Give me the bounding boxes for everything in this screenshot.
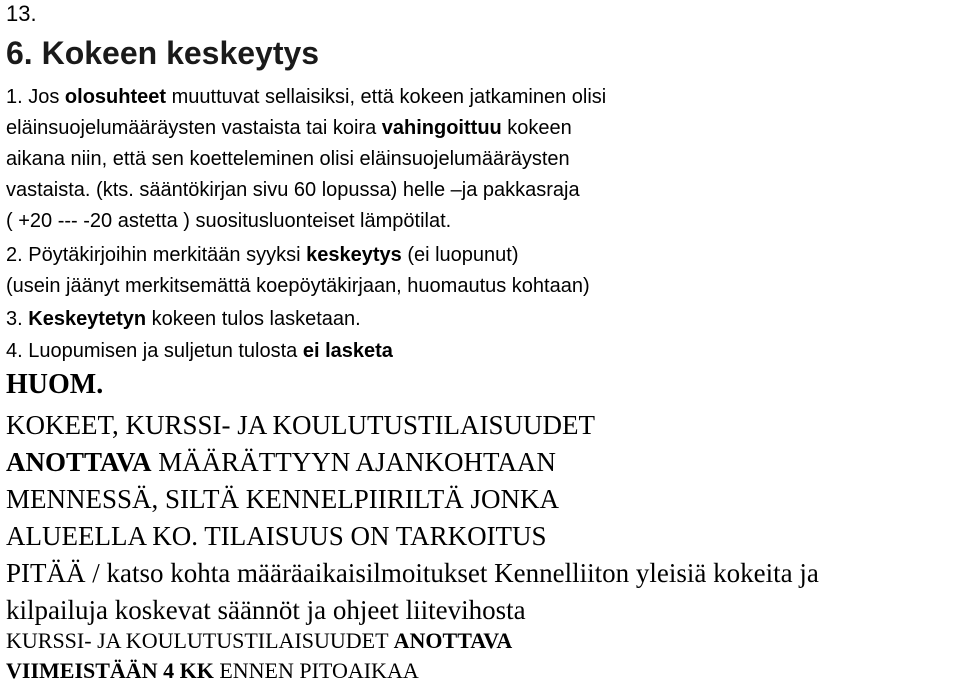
text-segment: kokeen tulos lasketaan. [146, 308, 361, 330]
bold-term: keskeytys [306, 244, 402, 266]
huom-heading: HUOM. [6, 369, 104, 400]
text-segment: 3. [6, 308, 29, 330]
bold-term: VIIMEISTÄÄN 4 KK [6, 658, 214, 683]
text-segment: 2. Pöytäkirjoihin merkitään syyksi [6, 244, 307, 266]
text-segment: ENNEN PITOAIKAA [213, 658, 419, 683]
item-1-line-3: aikana niin, että sen koetteleminen olisi eläinsuojelumääräysten [6, 148, 570, 170]
bold-term: ANOTTAVA [393, 628, 513, 653]
text-segment: (ei luopunut) [401, 244, 519, 266]
item-1-line-5: ( +20 --- -20 astetta ) suositusluonteiset lämpötilat. [6, 210, 452, 232]
huom-line-3: MENNESSÄ, SILTÄ KENNELPIIRILTÄ JONKA [6, 484, 560, 514]
text-segment: eläinsuojelumääräysten vastaista tai koira [6, 117, 382, 139]
item-1-line-4: vastaista. (kts. sääntökirjan sivu 60 lopussa) helle –ja pakkasraja [6, 179, 580, 201]
text-segment: KURSSI- JA KOULUTUSTILAISUUDET [6, 628, 394, 653]
page-number: 13. [6, 1, 37, 26]
huom-line-7 [6, 626, 512, 656]
text-segment: 1. Jos [6, 86, 65, 108]
bold-term: ANOTTAVA [6, 447, 152, 477]
huom-line-4: ALUEELLA KO. TILAISUUS ON TARKOITUS [6, 521, 547, 551]
huom-line-6: kilpailuja koskevat säännöt ja ohjeet liitevihosta [6, 595, 526, 625]
bold-term: Keskeytetyn [28, 308, 147, 330]
text-segment: kokeen [501, 117, 572, 139]
huom-line-1: KOKEET, KURSSI- JA KOULUTUSTILAISUUDET [6, 410, 595, 440]
item-1-line-1 [6, 82, 606, 112]
item-2-line-2: (usein jäänyt merkitsemättä koepöytäkirjaan, huomautus kohtaan) [6, 275, 590, 297]
huom-line-2 [6, 445, 556, 479]
item-3 [6, 304, 361, 334]
bold-term: vahingoittuu [381, 117, 502, 139]
huom-line-8 [6, 656, 419, 686]
text-segment: MÄÄRÄTTYYN AJANKOHTAAN [151, 447, 556, 477]
bold-term: ei lasketa [302, 340, 393, 362]
bold-term: olosuhteet [64, 86, 167, 108]
item-1-line-2 [6, 113, 572, 143]
item-2-line-1 [6, 240, 519, 270]
huom-line-5: PITÄÄ / katso kohta määräaikaisilmoitukset Kennelliiton yleisiä kokeita ja [6, 558, 819, 588]
item-4 [6, 336, 393, 366]
section-title: 6. Kokeen keskeytys [6, 35, 320, 71]
text-segment: muuttuvat sellaisiksi, että kokeen jatkaminen olisi [166, 86, 607, 108]
text-segment: 4. Luopumisen ja suljetun tulosta [6, 340, 303, 362]
